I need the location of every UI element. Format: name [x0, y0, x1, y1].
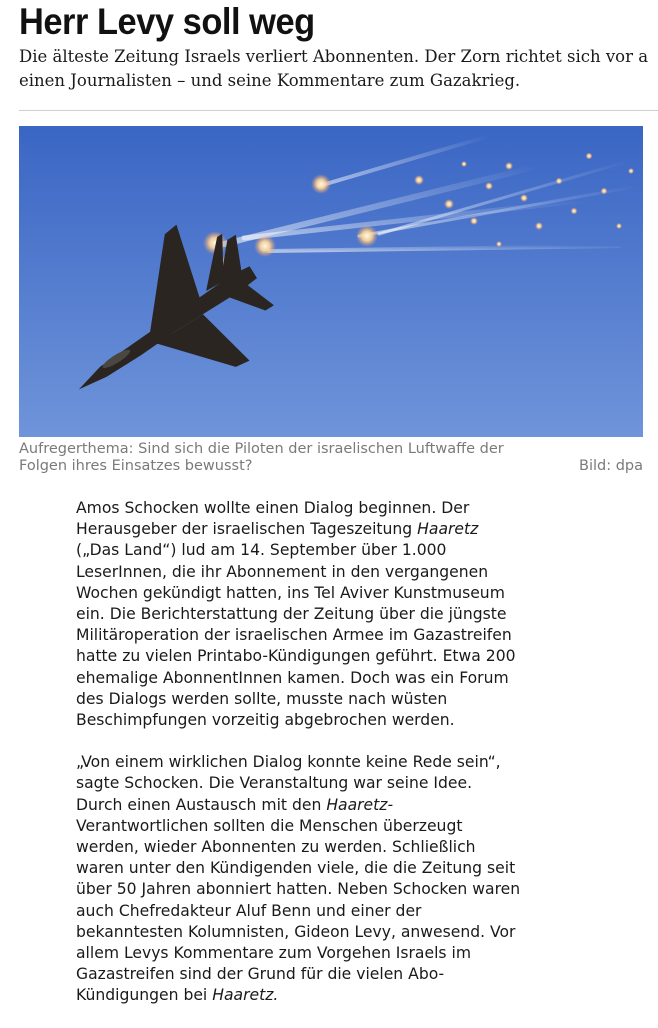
text-line: ein. Die Berichterstattung der Zeitung über die jüngste	[76, 605, 507, 624]
text-line: des Dialogs werden sollte, musste nach wüsten	[76, 689, 448, 708]
text-line: über 50 Jahren abonniert hatten. Neben Schocken waren	[76, 880, 521, 899]
teaser	[19, 45, 658, 93]
text-line: Gazastreifen sind der Grund für die vielen Abo-	[76, 965, 445, 984]
text-line: „Von einem wirklichen Dialog konnte keine Rede sein“,	[76, 753, 501, 772]
teaser-line: einen Journalisten – und seine Kommentare zum Gazakrieg.	[19, 71, 521, 90]
text-line: hatte zu vielen Printabo-Kündigungen geführt. Etwa 200	[76, 647, 516, 666]
text-line: LeserInnen, die ihr Abonnement in den vergangenen	[76, 562, 489, 581]
caption-line: Aufregerthema: Sind sich die Piloten der israelischen Luftwaffe der	[19, 441, 504, 457]
newspaper-name: Haaretz.	[212, 986, 279, 1005]
text-line	[76, 519, 616, 540]
text-line: ehemalige AbonnentInnen kamen. Doch was ein Forum	[76, 668, 509, 687]
text-line: waren unter den Kündigenden viele, die die Zeitung seit	[76, 859, 516, 878]
text-line: Wochen gekündigt hatten, ins Tel Aviver Kunstmuseum	[76, 583, 505, 602]
caption-line: Folgen ihres Einsatzes bewusst?	[19, 458, 253, 474]
photo-credit: Bild: dpa	[579, 458, 643, 474]
text-line: Verantwortlichen sollten die Menschen überzeugt	[76, 816, 463, 835]
text-line	[76, 795, 616, 816]
text-line	[76, 985, 616, 1006]
text-line: sagte Schocken. Die Veranstaltung war seine Idee.	[76, 774, 473, 793]
text-line: Militäroperation der israelischen Armee im Gazastreifen	[76, 626, 512, 645]
text-segment: Durch einen Austausch mit den	[76, 795, 327, 814]
text-segment: Herausgeber der israelischen Tageszeitung	[76, 520, 418, 539]
text-line: Amos Schocken wollte einen Dialog beginnen. Der	[76, 499, 470, 517]
divider	[19, 110, 658, 111]
newspaper-name: Haaretz	[417, 520, 479, 539]
text-segment: Kündigungen bei	[76, 986, 213, 1005]
text-line: auch Chefredakteur Aluf Benn und einer der	[76, 901, 422, 920]
text-line: bekanntesten Kolumnisten, Gideon Levy, anwesend. Vor	[76, 922, 516, 941]
text-line: Beschimpfungen vorzeitig abgebrochen werden.	[76, 711, 455, 730]
fighter-jet-photo	[19, 126, 643, 437]
paragraph	[76, 498, 616, 731]
article-photo	[19, 126, 643, 437]
text-line: allem Levys Kommentare zum Vorgehen Israels im	[76, 944, 472, 963]
teaser-line: Die älteste Zeitung Israels verliert Abonnenten. Der Zorn richtet sich vor a	[19, 47, 649, 66]
article-body	[76, 498, 616, 1028]
paragraph	[76, 752, 616, 1006]
newspaper-name: Haaretz-	[326, 795, 394, 814]
text-line: werden, wieder Abonnenten zu werden. Schließlich	[76, 838, 476, 857]
headline: Herr Levy soll weg	[19, 1, 315, 42]
text-line: („Das Land“) lud am 14. September über 1.000	[76, 541, 447, 560]
photo-caption	[19, 441, 643, 475]
